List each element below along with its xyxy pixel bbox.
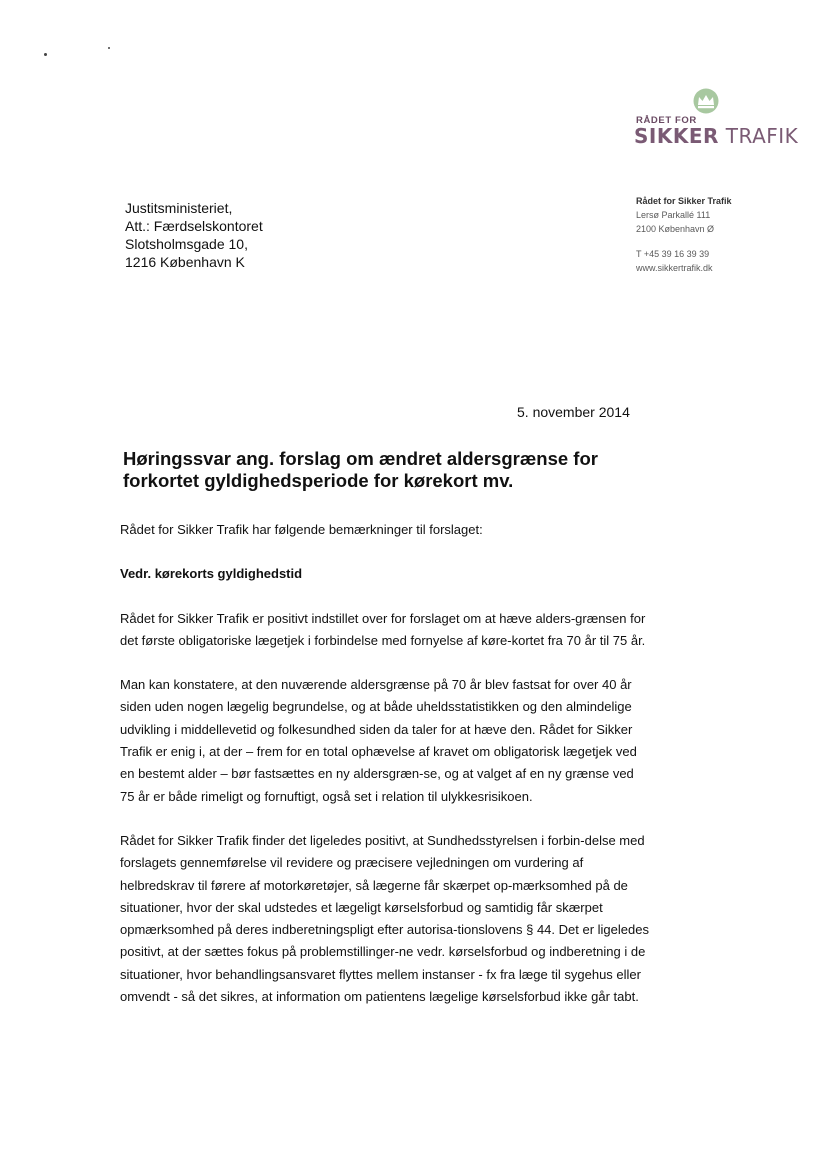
sender-phone: T +45 39 16 39 39 [636, 249, 710, 259]
sender-name: Rådet for Sikker Trafik [636, 196, 732, 206]
recipient-line: Att.: Færdselskontoret [125, 218, 263, 234]
sender-city: 2100 København Ø [636, 224, 715, 234]
intro-paragraph: Rådet for Sikker Trafik har følgende bemærkninger til forslaget: [120, 522, 483, 537]
body-paragraph: Rådet for Sikker Trafik er positivt indstillet over for forslaget om at hæve alders-grænsen for det første obligatoriske lægetjek i forbindelse med fornyelse af køre-kortet fra 70 år til 75 år. [120, 610, 646, 648]
logo-word-sikker: SIKKER [634, 124, 719, 148]
body-paragraph: Rådet for Sikker Trafik finder det ligeledes positivt, at Sundhedsstyrelsen i forbin-delse med forslagets gennemførelse vil revidere og præcisere vejledningen om vurdering af helbredskrav til førere af motorkøretøjer, så lægerne får skærpet op-mærksomhed på de situationer, hvor der skal udstedes et lægeligt kørselsforbud og samtidig får skærpet opmærksomhed på deres indberetningspligt efter autorisa-tionslovens § 44. Det er ligeledes positivt, at der sættes fokus på problemstillinger-ne vedr. kørselsforbud og indberetning i de situationer, hvor behandlingsansvaret flyttes mellem instanser - fx fra læge til sygehus eller omvendt - så det sikres, at information om patientens lægelige kørselsforbud ikke går tabt. [120, 832, 649, 1005]
crown-icon [692, 88, 720, 114]
letter-subject: Høringssvar ang. forslag om ændret aldersgrænse for forkortet gyldighedsperiode for kørekort mv. [123, 448, 598, 491]
sender-street: Lersø Parkallé 111 [636, 210, 711, 220]
recipient-address [125, 199, 263, 271]
body-paragraph: Man kan konstatere, at den nuværende aldersgrænse på 70 år blev fastsat for over 40 år siden uden nogen lægelig begrundelse, og at både uheldsstatistikken og den almindelige udvikling i middellevetid og folkesundhed siden da taler for at hæve den. Rådet for Sikker Trafik er enig i, at der – frem for en total ophævelse af kravet om obligatorisk lægetjek ved en bestemt alder – bør fastsættes en ny aldersgræn-se, og at valget af en ny grænse ved 75 år er både rimeligt og fornuftigt, også set i relation til ulykkesrisikoen. [120, 677, 637, 804]
sender-address [636, 194, 732, 275]
section-heading: Vedr. kørekorts gyldighedstid [120, 566, 303, 582]
letter-date: 5. november 2014 [517, 404, 630, 420]
sender-website: www.sikkertrafik.dk [636, 263, 713, 273]
organization-logo [634, 88, 799, 148]
logo-wordmark [634, 124, 798, 148]
scan-speck [108, 47, 110, 49]
recipient-line: 1216 København K [125, 254, 245, 270]
letter-body [120, 519, 650, 1030]
logo-word-trafik: TRAFIK [725, 124, 799, 148]
scan-speck [44, 53, 47, 56]
recipient-line: Justitsministeriet, [125, 200, 233, 216]
logo-top-line: RÅDET FOR [636, 115, 697, 126]
recipient-line: Slotsholmsgade 10, [125, 236, 248, 252]
